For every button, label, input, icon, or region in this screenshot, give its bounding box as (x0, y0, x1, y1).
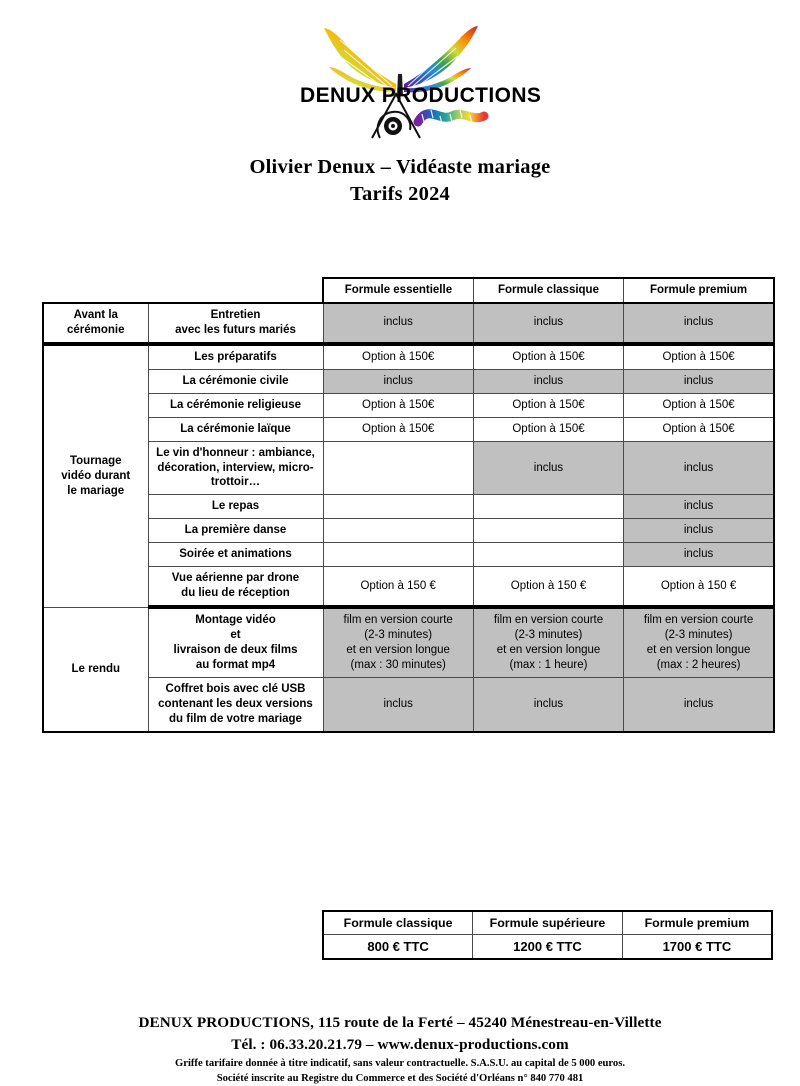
value-cell: inclus (473, 369, 623, 393)
value-cell: Option à 150€ (624, 393, 774, 417)
page-title (0, 154, 800, 208)
value-cell: Option à 150€ (624, 417, 774, 441)
value-cell: Option à 150 € (624, 567, 774, 607)
column-header-2: Formule classique (473, 278, 623, 303)
value-cell: inclus (473, 303, 623, 344)
row-item-label: La cérémonie laïque (148, 417, 323, 441)
table-row (43, 519, 774, 543)
table-row (43, 393, 774, 417)
column-header-3: Formule premium (624, 278, 774, 303)
value-cell: Option à 150€ (473, 344, 623, 369)
logo-brand-text: DENUX PRODUCTIONS (300, 84, 542, 107)
price-header-row (323, 911, 772, 935)
page-footer (0, 1012, 800, 1086)
header-corner-blank (148, 278, 323, 303)
tarifs-table (42, 277, 775, 733)
price-value-2: 1200 € TTC (473, 935, 623, 960)
price-value-3: 1700 € TTC (622, 935, 772, 960)
value-cell (323, 441, 473, 495)
value-cell: inclus (624, 519, 774, 543)
value-cell (473, 543, 623, 567)
value-cell: inclus (624, 369, 774, 393)
section-label: Le rendu (43, 607, 148, 732)
row-item-label: La cérémonie civile (148, 369, 323, 393)
row-item-label: Le repas (148, 495, 323, 519)
value-cell: Option à 150 € (323, 567, 473, 607)
footer-contact: Tél. : 06.33.20.21.79 – www.denux-productions.com (231, 1036, 569, 1054)
value-cell: inclus (323, 677, 473, 731)
price-header-2: Formule supérieure (473, 911, 623, 935)
value-cell: inclus (473, 441, 623, 495)
table-row (43, 543, 774, 567)
row-item-label: Entretien avec les futurs mariés (148, 303, 323, 344)
column-header-1: Formule essentielle (323, 278, 473, 303)
value-cell: film en version courte (2-3 minutes) et en version longue (max : 2 heures) (624, 607, 774, 677)
value-cell: inclus (323, 303, 473, 344)
footer-address: DENUX PRODUCTIONS, 115 route de la Ferté – 45240 Ménestreau-en-Villette (138, 1014, 662, 1031)
value-cell: Option à 150€ (624, 344, 774, 369)
section-label: Tournage vidéo durant le mariage (43, 344, 148, 607)
value-cell (323, 495, 473, 519)
table-row (43, 303, 774, 344)
rainbow-wings-icon (300, 22, 542, 140)
row-item-label: Soirée et animations (148, 543, 323, 567)
row-item-label: La cérémonie religieuse (148, 393, 323, 417)
value-cell: Option à 150€ (473, 393, 623, 417)
value-cell: Option à 150€ (323, 393, 473, 417)
value-cell: inclus (624, 495, 774, 519)
value-cell: Option à 150€ (323, 344, 473, 369)
value-cell: Option à 150€ (323, 417, 473, 441)
value-cell: inclus (624, 677, 774, 731)
table-row (43, 369, 774, 393)
row-item-label: Coffret bois avec clé USB contenant les deux versions du film de votre mariage (148, 677, 323, 731)
header-corner-blank (43, 278, 148, 303)
title-line-1: Olivier Denux – Vidéaste mariage (249, 156, 551, 178)
row-item-label: Montage vidéo et livraison de deux films au format mp4 (148, 607, 323, 677)
value-cell: inclus (624, 543, 774, 567)
value-cell: inclus (624, 303, 774, 344)
value-cell: Option à 150 € (473, 567, 623, 607)
row-item-label: Vue aérienne par drone du lieu de réception (148, 567, 323, 607)
value-cell: inclus (323, 369, 473, 393)
value-cell: Option à 150€ (473, 417, 623, 441)
table-row (43, 567, 774, 607)
row-item-label: Les préparatifs (148, 344, 323, 369)
value-cell (323, 519, 473, 543)
table-row (43, 677, 774, 731)
price-value-1: 800 € TTC (323, 935, 473, 960)
value-cell (323, 543, 473, 567)
title-line-2: Tarifs 2024 (350, 183, 450, 206)
value-cell (473, 519, 623, 543)
value-cell: inclus (624, 441, 774, 495)
table-header-row (43, 278, 774, 303)
value-cell: inclus (473, 677, 623, 731)
value-cell: film en version courte (2-3 minutes) et en version longue (max : 1 heure) (473, 607, 623, 677)
value-cell: film en version courte (2-3 minutes) et en version longue (max : 30 minutes) (323, 607, 473, 677)
tarifs-table-container (42, 277, 773, 733)
price-value-row (323, 935, 772, 960)
table-row (43, 441, 774, 495)
value-cell (473, 495, 623, 519)
logo-header (0, 0, 800, 140)
price-header-1: Formule classique (323, 911, 473, 935)
table-row (43, 344, 774, 369)
table-row (43, 417, 774, 441)
price-header-3: Formule premium (622, 911, 772, 935)
film-strip-icon (418, 110, 484, 124)
denux-productions-logo (300, 22, 542, 140)
section-label: Avant la cérémonie (43, 303, 148, 344)
table-row (43, 495, 774, 519)
price-table (322, 910, 773, 960)
row-item-label: Le vin d'honneur : ambiance, décoration, interview, micro-trottoir… (148, 441, 323, 495)
table-row (43, 607, 774, 677)
footer-legal-2: Société inscrite au Registre du Commerce et des Société d'Orléans n° 840 770 481 (216, 1073, 584, 1085)
footer-legal-1: Griffe tarifaire donnée à titre indicatif, sans valeur contractuelle. S.A.S.U. au capital de 5 000 euros. (175, 1058, 625, 1070)
row-item-label: La première danse (148, 519, 323, 543)
price-table-container (322, 910, 773, 960)
